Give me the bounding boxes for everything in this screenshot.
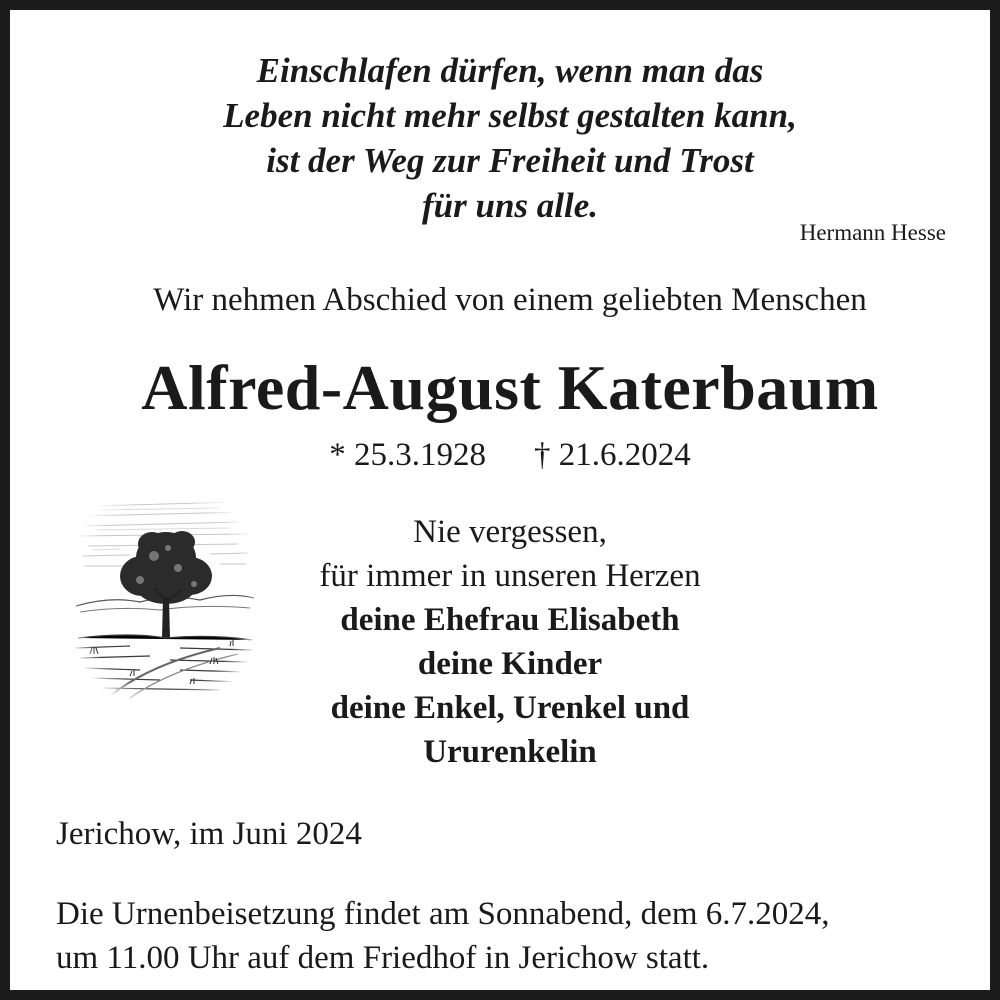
family-line: deine Kinder bbox=[417, 646, 603, 682]
quote-line: für uns alle. bbox=[421, 186, 599, 225]
place-date: Jerichow, im Juni 2024 bbox=[56, 816, 362, 852]
quote-line: Einschlafen dürfen, wenn man das bbox=[256, 51, 764, 90]
quote-line: Leben nicht mehr selbst gestalten kann, bbox=[223, 96, 797, 135]
quote-author: Hermann Hesse bbox=[799, 220, 946, 245]
life-dates bbox=[10, 433, 1000, 477]
quote-line: ist der Weg zur Freiheit und Trost bbox=[266, 141, 754, 180]
family-line: deine Ehefrau Elisabeth bbox=[340, 602, 680, 638]
memory-block bbox=[10, 510, 1000, 774]
death-date: † 21.6.2024 bbox=[534, 437, 691, 473]
birth-date: * 25.3.1928 bbox=[329, 437, 486, 473]
quote bbox=[10, 48, 1000, 228]
burial-line: Die Urnenbeisetzung findet am Sonnabend, dem 6.7.2024, bbox=[56, 896, 830, 932]
burial-line: um 11.00 Uhr auf dem Friedhof in Jerichow statt. bbox=[56, 940, 710, 976]
family-line: deine Enkel, Urenkel und bbox=[330, 690, 690, 726]
deceased-name: Alfred-August Katerbaum bbox=[141, 352, 879, 423]
memory-line: Nie vergessen, bbox=[413, 514, 607, 550]
family-line: Ururenkelin bbox=[423, 734, 597, 770]
intro-text: Wir nehmen Abschied von einem geliebten Menschen bbox=[153, 282, 867, 318]
burial-notice bbox=[56, 892, 830, 980]
memory-line: für immer in unseren Herzen bbox=[319, 558, 701, 594]
